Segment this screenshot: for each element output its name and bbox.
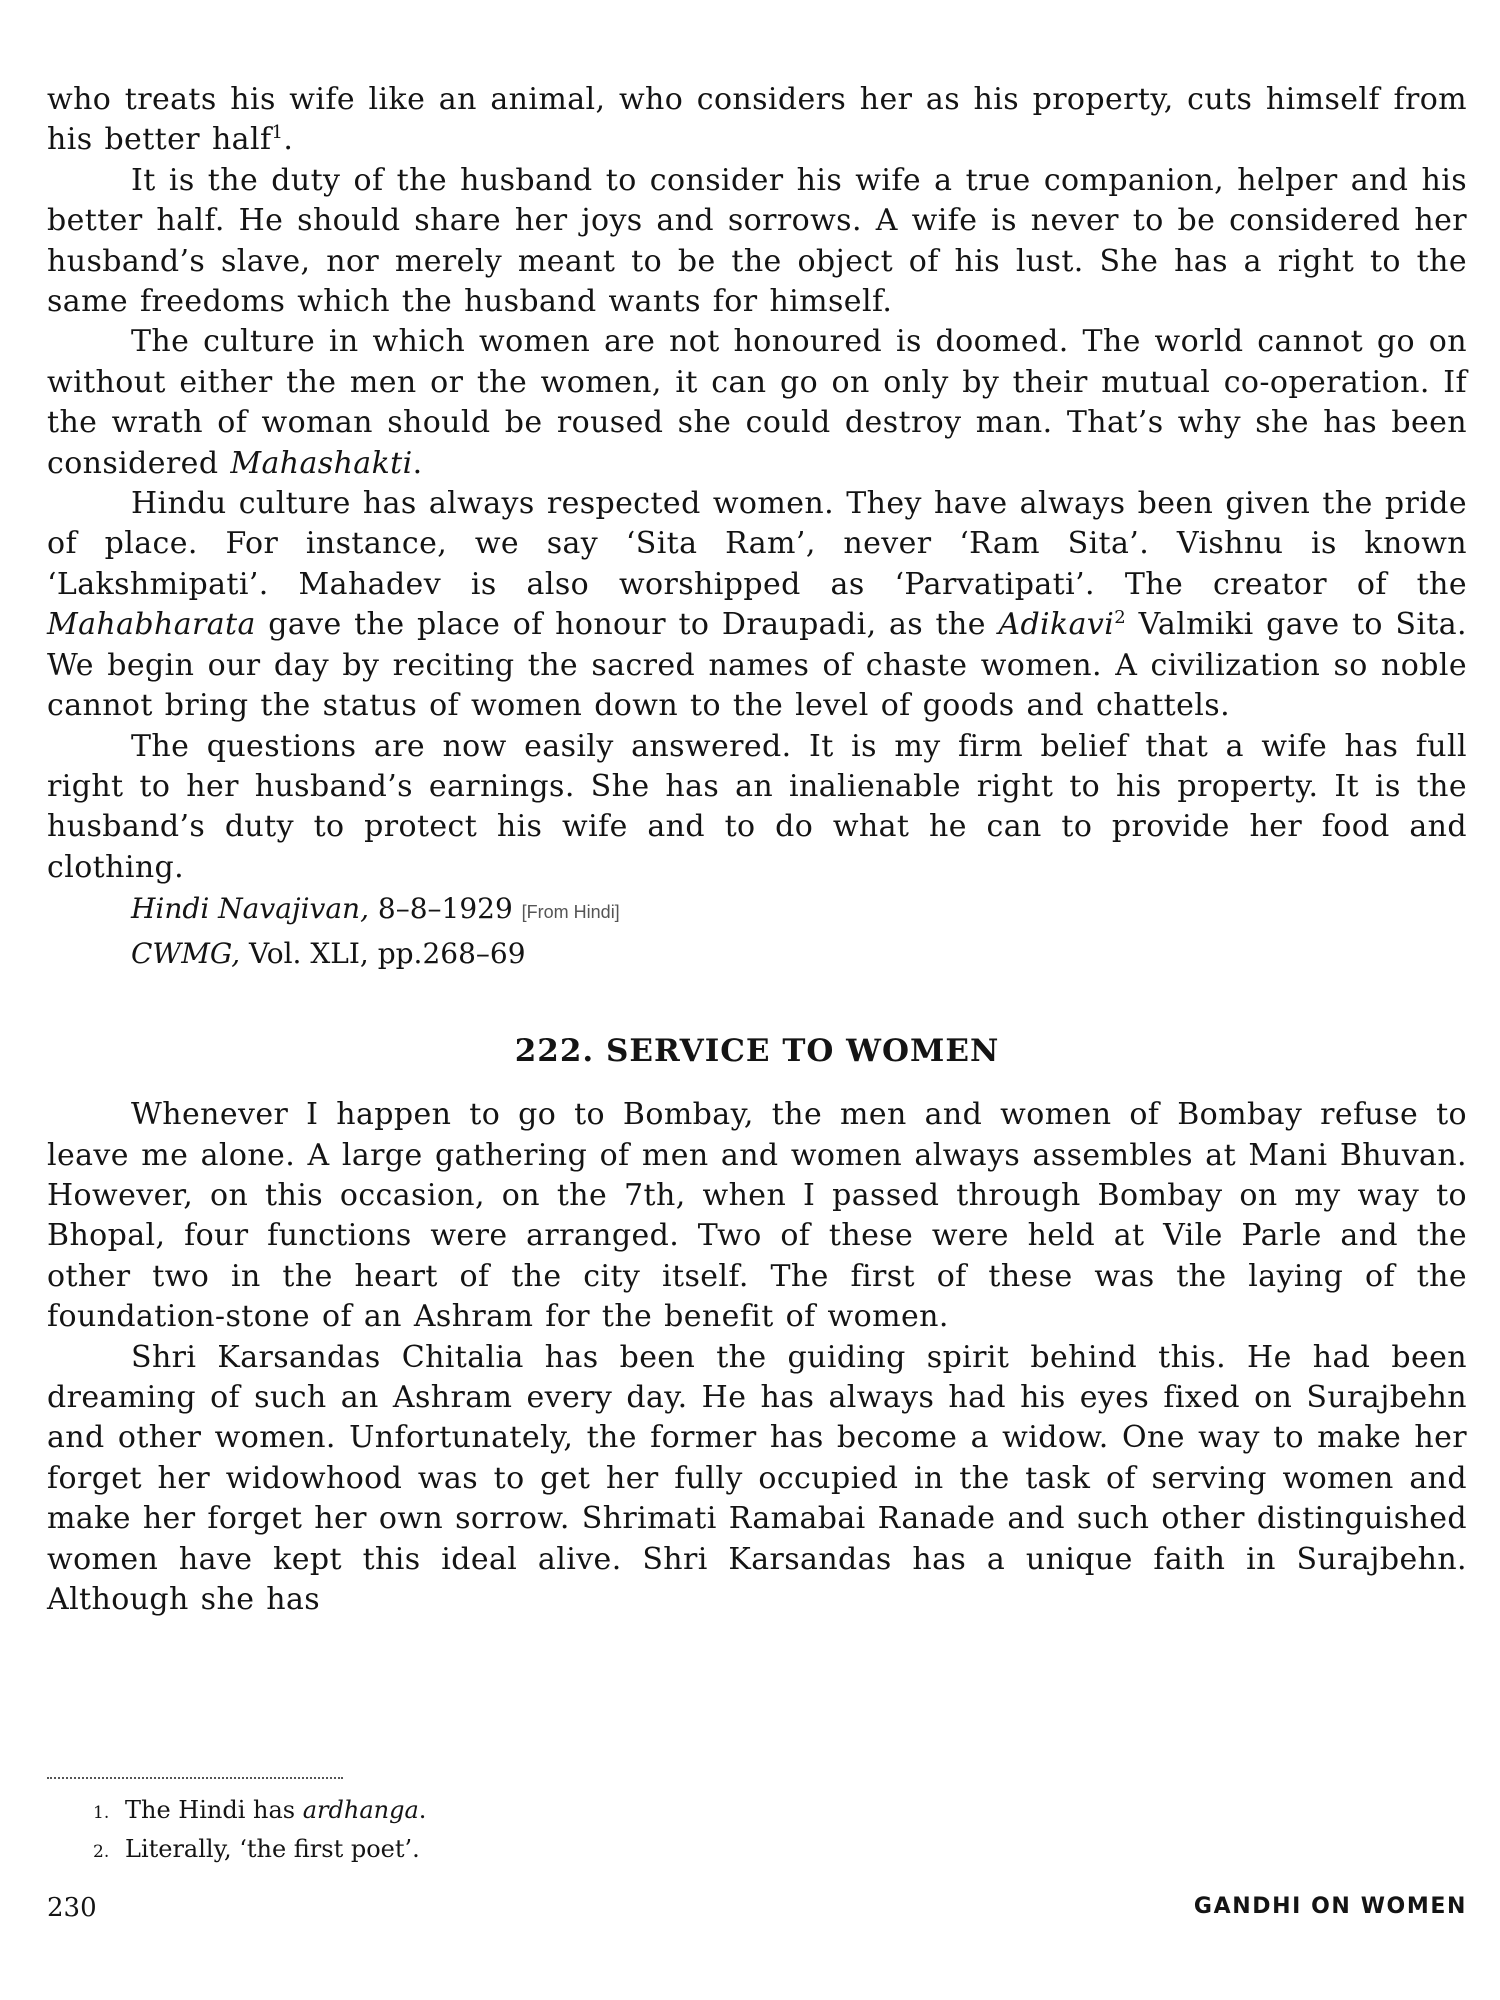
emphasis-text: Mahabharata (47, 607, 256, 643)
footnote-text: Literally, ‘the first poet’. (125, 1835, 420, 1863)
running-title: GANDHI ON WOMEN (1193, 1894, 1467, 1919)
paragraph (47, 727, 1467, 889)
footnote-text: The Hindi has (125, 1796, 303, 1824)
text-span: . (412, 445, 423, 481)
citation-source: CWMG, (131, 937, 241, 971)
page-number: 230 (47, 1893, 97, 1923)
text-span: Valmiki gave to Sita. We begin our day by reciting the sacred names of chaste women. A civilization so noble cannot bring the status of women down to the level of goods and chattels. (47, 607, 1467, 724)
section-body-text (47, 1095, 1467, 1620)
text-span: The questions are now easily answered. It is my firm belief that a wife has full right to her husband’s earnings. She has an inalienable right to his property. It is the husband’s duty to protect his wife and to do what he can to provide her food and clothing. (47, 728, 1467, 885)
section-heading: 222. SERVICE TO WOMEN (514, 1033, 1000, 1070)
footnotes (93, 1792, 426, 1870)
citation-note: [From Hindi] (521, 902, 620, 923)
emphasis-text: Adikavi (998, 607, 1115, 643)
text-span: It is the duty of the husband to consider his wife a true companion, helper and his better half. He should share her joys and sorrows. A wife is never to be considered her husband’s slave, nor merely meant to be the object of his lust. She has a right to the same freedoms which the husband wants for himself. (47, 162, 1467, 320)
text-span: Shri Karsandas Chitalia has been the guiding spirit behind this. He had been dreaming of such an Ashram every day. He has always had his eyes fixed on Surajbehn and other women. Unfortunately, the former has become a widow. One way to make her forget her widowhood was to get her fully occupied in the task of serving women and make her forget her own sorrow. Shrimati Ramabai Ranade and such other distinguished women have kept this ideal alive. Shri Karsandas has a unique faith in Surajbehn. Although she has (47, 1339, 1467, 1617)
page-body (47, 80, 1467, 1620)
footnote-divider (47, 1777, 343, 1779)
text-span: gave the place of honour to Draupadi, as the (255, 607, 999, 643)
text-span: . (283, 122, 294, 158)
text-span: The culture in which women are not honoured is doomed. The world cannot go on without either the men or the women, it can go on only by their mutual co-operation. If the wrath of woman should be roused she could destroy man. That’s why she has been considered (47, 324, 1467, 481)
citation-line (47, 933, 1467, 975)
footnote-item (93, 1792, 426, 1831)
citation-detail: 8–8–1929 (368, 892, 522, 926)
emphasis-text: Mahashakti (230, 445, 413, 481)
paragraph (47, 322, 1467, 484)
paragraph (47, 80, 1467, 161)
footnote-number: 1. (93, 1803, 110, 1823)
footnote-number: 2. (93, 1842, 110, 1862)
text-span: Whenever I happen to go to Bombay, the men and women of Bombay refuse to leave me alone. A large gathering of men and women always assembles at Mani Bhuvan. However, on this occasion, on the 7th, when I passed through Bombay on my way to Bhopal, four functions were arranged. Two of these were held at Vile Parle and the other two in the heart of the city itself. The first of these was the laying of the foundation-stone of an Ashram for the benefit of women. (47, 1097, 1467, 1335)
citation-block (47, 888, 1467, 975)
paragraph (47, 484, 1467, 726)
footnote-emphasis: ardhanga (302, 1796, 419, 1824)
footnote-text-end: . (418, 1796, 427, 1824)
citation-detail: Vol. XLI, pp.268–69 (240, 937, 526, 971)
text-span: who treats his wife like an animal, who considers her as his property, cuts himself from his better half (47, 82, 1467, 158)
paragraph (47, 1338, 1467, 1621)
paragraph (47, 161, 1467, 323)
footnote-ref: 2 (1114, 607, 1127, 629)
body-text (47, 80, 1467, 888)
text-span: Hindu culture has always respected women. They have always been given the pride of place. For instance, we say ‘Sita Ram’, never ‘Ram Sita’. Vishnu is known ‘Lakshmipati’. Mahadev is also worshipped as ‘Parvatipati’. The creator of the (47, 486, 1467, 602)
citation-source: Hindi Navajivan, (131, 892, 369, 926)
citation-line (47, 888, 1467, 933)
paragraph (47, 1095, 1467, 1337)
footnote-item (93, 1831, 426, 1870)
footnote-ref: 1 (271, 122, 284, 144)
